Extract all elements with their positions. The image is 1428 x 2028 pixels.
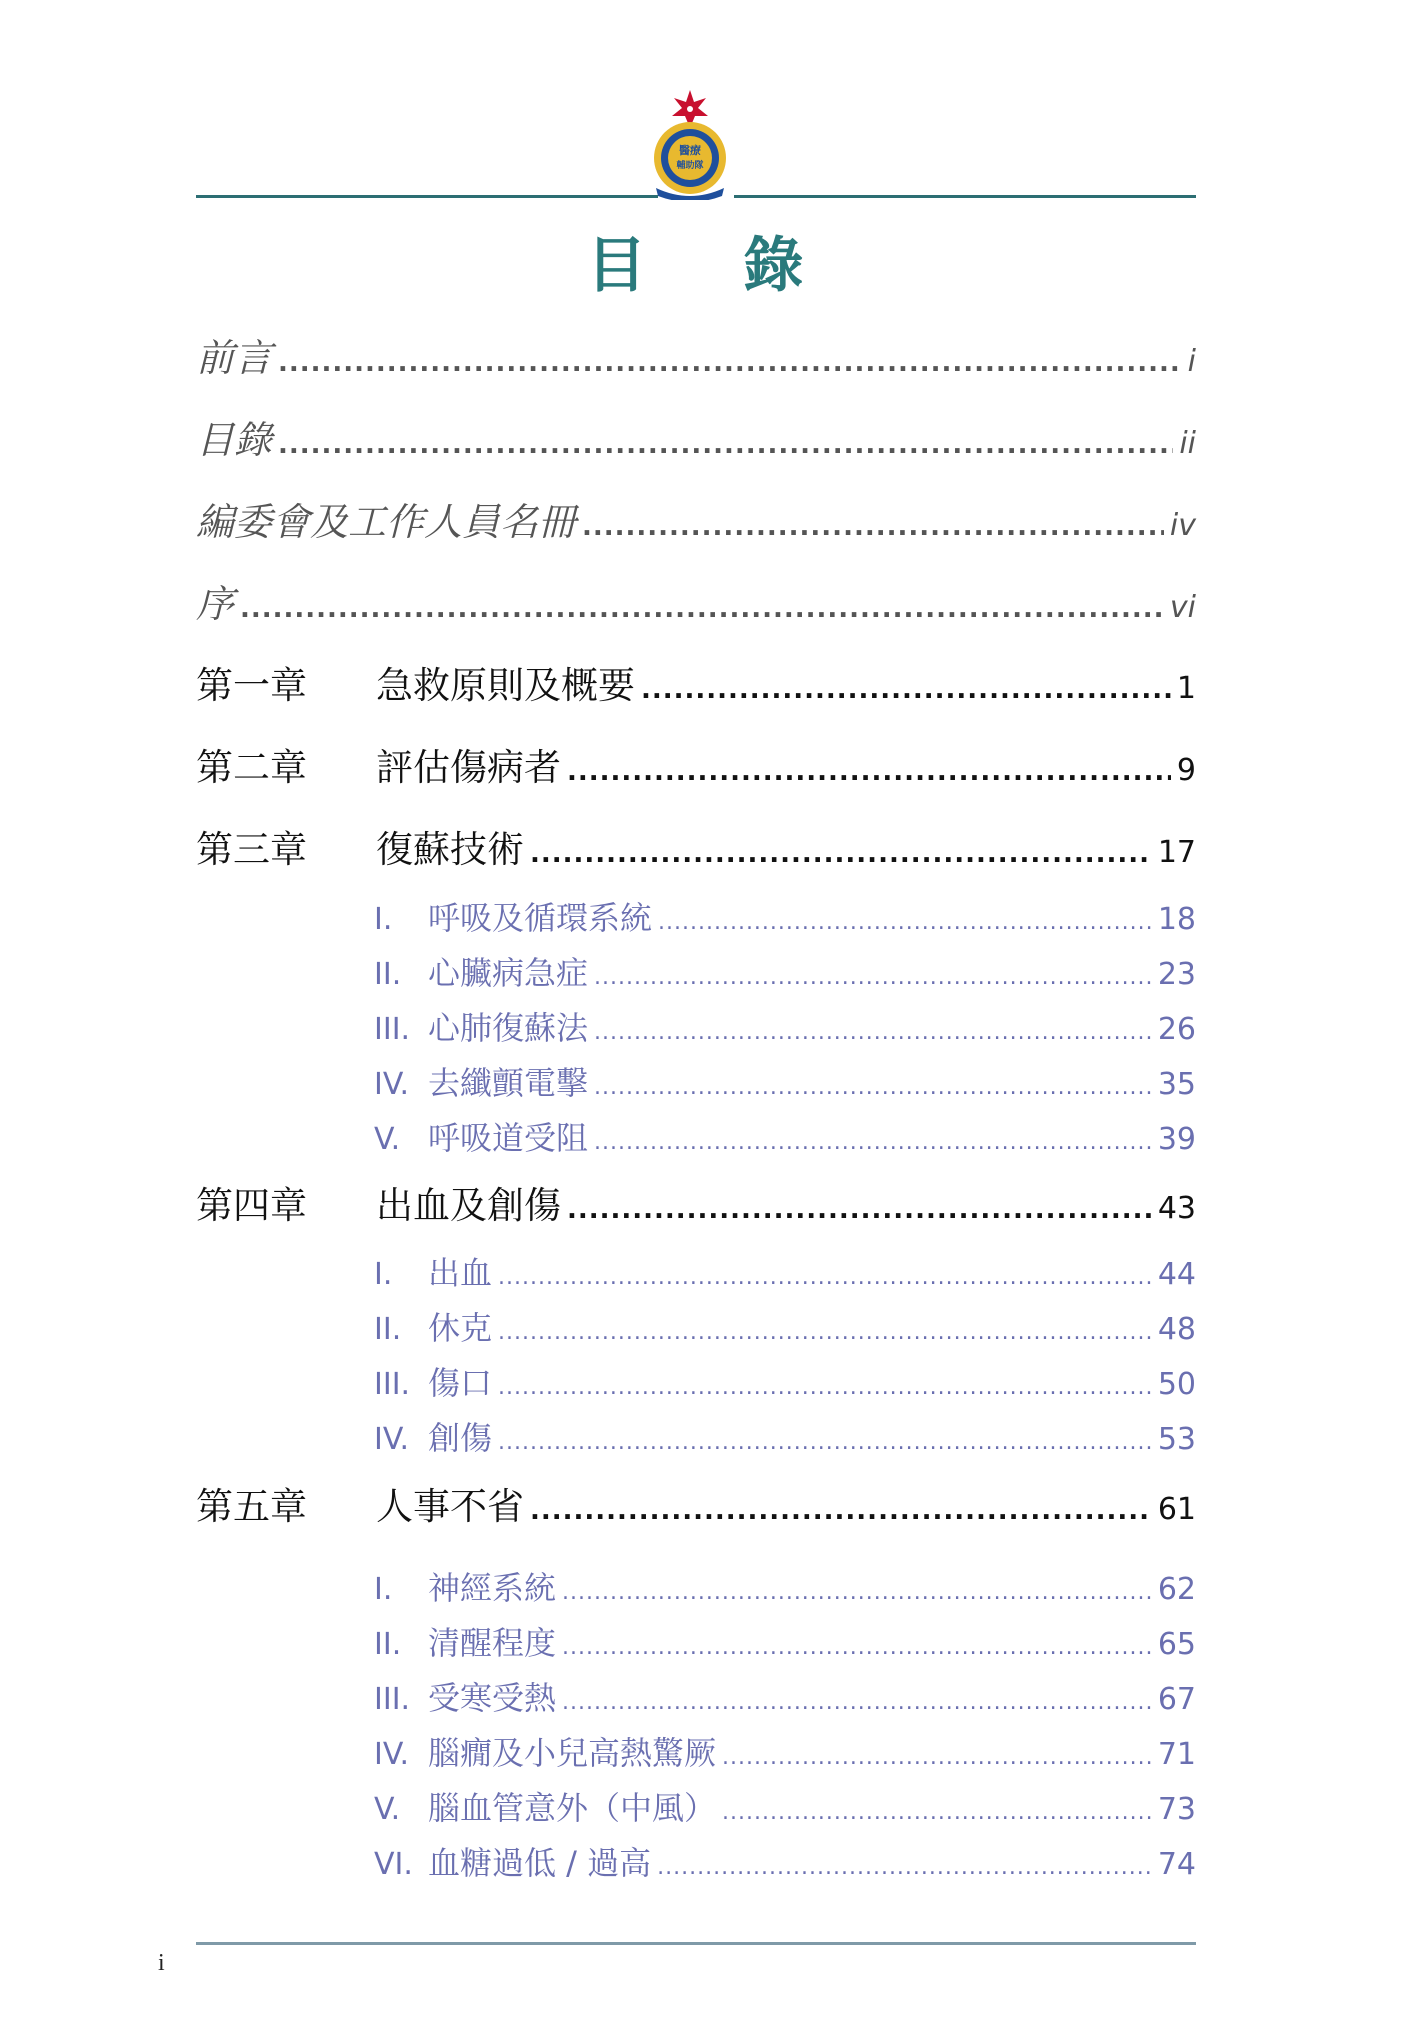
toc-page-number: 50 — [1157, 1367, 1196, 1402]
section-title: 神經系統 — [428, 1569, 557, 1607]
toc-page-number: 74 — [1157, 1847, 1196, 1882]
toc-page-number: ii — [1179, 426, 1196, 461]
toc-section-3-3[interactable] — [374, 1003, 1196, 1049]
chapter-title: 急救原則及概要 — [376, 664, 635, 707]
toc-page-number: 1 — [1176, 671, 1196, 706]
toc-front-contents[interactable] — [196, 409, 1196, 464]
toc-entry-label: 序 — [196, 582, 235, 626]
toc-section-3-1[interactable] — [374, 893, 1196, 939]
dot-leader — [594, 1075, 1152, 1100]
dot-leader — [562, 1635, 1152, 1660]
section-title: 傷口 — [428, 1364, 493, 1402]
dot-leader — [530, 1496, 1152, 1526]
toc-entry-label: 前言 — [196, 336, 273, 380]
dot-leader — [562, 1580, 1152, 1605]
dot-leader — [498, 1375, 1152, 1400]
chapter-title: 評估傷病者 — [376, 746, 561, 789]
dot-leader — [594, 1130, 1152, 1155]
section-number: II. — [374, 1312, 402, 1347]
top-rule-right — [734, 195, 1196, 198]
toc-section-3-2[interactable] — [374, 948, 1196, 994]
dot-leader — [240, 594, 1164, 624]
section-title: 受寒受熱 — [428, 1679, 557, 1717]
toc-front-editorial-board[interactable] — [196, 491, 1196, 546]
section-number: II. — [374, 957, 402, 992]
toc-page-number: 44 — [1157, 1257, 1196, 1292]
section-number: I. — [374, 902, 393, 937]
toc-front-foreword[interactable] — [196, 573, 1196, 628]
toc-page-number: 17 — [1157, 835, 1196, 870]
section-number: V. — [374, 1122, 401, 1157]
section-title: 清醒程度 — [428, 1624, 557, 1662]
dot-leader — [641, 675, 1171, 705]
section-title: 心臟病急症 — [428, 954, 589, 992]
chapter-number: 第二章 — [196, 746, 307, 789]
toc-page-number: 65 — [1157, 1627, 1196, 1662]
section-number: II. — [374, 1627, 402, 1662]
dot-leader — [567, 1195, 1152, 1225]
dot-leader — [530, 839, 1152, 869]
toc-section-5-6[interactable] — [374, 1838, 1196, 1884]
chapter-number: 第五章 — [196, 1485, 307, 1528]
chapter-title: 出血及創傷 — [376, 1184, 561, 1227]
chapter-number: 第三章 — [196, 828, 307, 871]
section-title: 心肺復蘇法 — [428, 1009, 589, 1047]
toc-page-number: 35 — [1157, 1067, 1196, 1102]
toc-chapter-1[interactable] — [196, 655, 1196, 709]
toc-page-number: 23 — [1157, 957, 1196, 992]
toc-page-number: 9 — [1176, 753, 1196, 788]
toc-page-number: 71 — [1157, 1737, 1196, 1772]
dot-leader — [657, 1855, 1152, 1880]
section-title: 腦癇及小兒高熱驚厥 — [428, 1734, 717, 1772]
toc-section-5-2[interactable] — [374, 1618, 1196, 1664]
page-title: 目 錄 — [586, 231, 842, 301]
section-number: VI. — [374, 1847, 413, 1882]
toc-page-number: 26 — [1157, 1012, 1196, 1047]
toc-page-number: iv — [1169, 508, 1196, 543]
dot-leader — [658, 910, 1152, 935]
toc-section-5-3[interactable] — [374, 1673, 1196, 1719]
toc-page-number: 73 — [1157, 1792, 1196, 1827]
dot-leader — [594, 965, 1152, 990]
dot-leader — [498, 1265, 1152, 1290]
dot-leader — [594, 1020, 1152, 1045]
section-title: 去纖顫電擊 — [428, 1064, 589, 1102]
section-title: 呼吸及循環系統 — [428, 899, 653, 937]
dot-leader — [278, 430, 1173, 460]
section-number: V. — [374, 1792, 401, 1827]
toc-page-number: 48 — [1157, 1312, 1196, 1347]
logo-text-line1: 醫療 — [679, 144, 701, 157]
section-number: III. — [374, 1682, 411, 1717]
dot-leader — [582, 512, 1164, 542]
logo-text-line2: 輔助隊 — [676, 161, 704, 171]
top-rule-left — [196, 195, 658, 198]
section-title: 休克 — [428, 1309, 493, 1347]
toc-page-number: 53 — [1157, 1422, 1196, 1457]
toc-section-4-3[interactable] — [374, 1358, 1196, 1404]
toc-page-number: 67 — [1157, 1682, 1196, 1717]
toc-chapter-3[interactable] — [196, 819, 1196, 873]
section-number: I. — [374, 1257, 393, 1292]
page-number: i — [158, 1950, 165, 1976]
chapter-number: 第一章 — [196, 664, 307, 707]
toc-section-4-1[interactable] — [374, 1248, 1196, 1294]
section-title: 創傷 — [428, 1419, 493, 1457]
section-number: III. — [374, 1012, 411, 1047]
toc-section-3-5[interactable] — [374, 1113, 1196, 1159]
bottom-rule — [196, 1942, 1196, 1945]
dot-leader — [722, 1800, 1152, 1825]
chapter-title: 復蘇技術 — [376, 828, 524, 871]
toc-section-4-2[interactable] — [374, 1303, 1196, 1349]
toc-chapter-2[interactable] — [196, 737, 1196, 791]
toc-entry-label: 目錄 — [196, 418, 273, 462]
section-title: 血糖過低 / 過高 — [428, 1844, 652, 1882]
section-number: IV. — [374, 1067, 410, 1102]
section-title: 出血 — [428, 1254, 493, 1292]
ams-emblem-logo — [648, 88, 732, 200]
section-title: 腦血管意外（中風） — [428, 1789, 717, 1827]
toc-section-3-4[interactable] — [374, 1058, 1196, 1104]
toc-page-number: 43 — [1157, 1191, 1196, 1226]
dot-leader — [722, 1745, 1152, 1770]
section-title: 呼吸道受阻 — [428, 1119, 589, 1157]
dot-leader — [498, 1430, 1152, 1455]
dot-leader — [567, 757, 1171, 787]
toc-section-5-1[interactable] — [374, 1563, 1196, 1609]
toc-page-number: 62 — [1157, 1572, 1196, 1607]
toc-chapter-5[interactable] — [196, 1476, 1196, 1530]
toc-front-preface[interactable] — [196, 327, 1196, 382]
toc-chapter-4[interactable] — [196, 1175, 1196, 1229]
toc-page-number: vi — [1169, 590, 1196, 625]
toc-page-number: 39 — [1157, 1122, 1196, 1157]
section-number: III. — [374, 1367, 411, 1402]
chapter-title: 人事不省 — [376, 1485, 524, 1528]
toc-section-5-5[interactable] — [374, 1783, 1196, 1829]
section-number: IV. — [374, 1737, 410, 1772]
chapter-number: 第四章 — [196, 1184, 307, 1227]
section-number: IV. — [374, 1422, 410, 1457]
toc-section-5-4[interactable] — [374, 1728, 1196, 1774]
dot-leader — [278, 348, 1182, 378]
toc-entry-label: 編委會及工作人員名冊 — [196, 500, 577, 544]
toc-page-number: 18 — [1157, 902, 1196, 937]
toc-page-number: 61 — [1157, 1492, 1196, 1527]
dot-leader — [498, 1320, 1152, 1345]
section-number: I. — [374, 1572, 393, 1607]
toc-section-4-4[interactable] — [374, 1413, 1196, 1459]
dot-leader — [562, 1690, 1152, 1715]
toc-page-number: i — [1187, 344, 1196, 379]
